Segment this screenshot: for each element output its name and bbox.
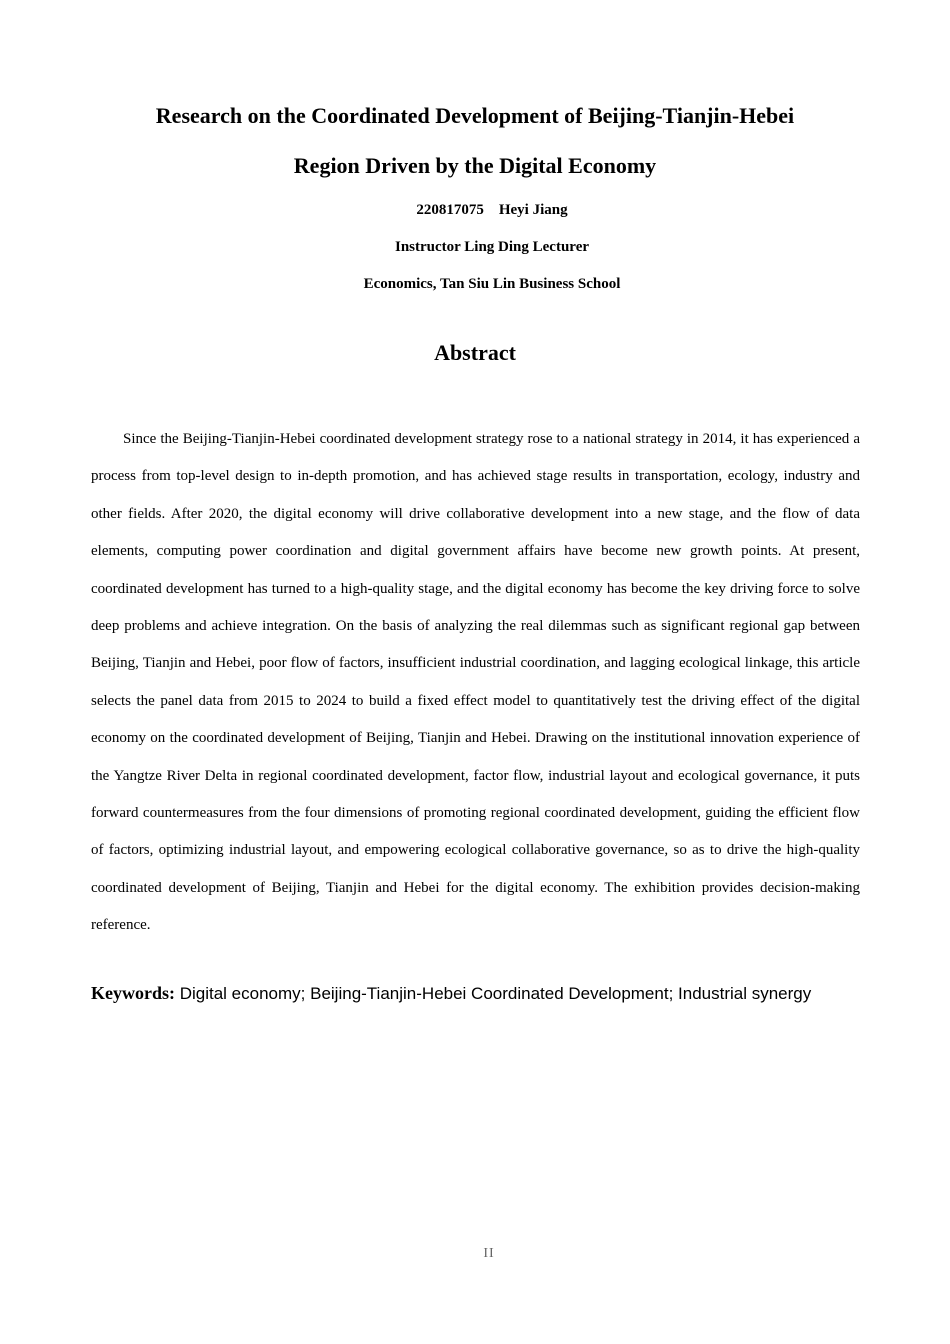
page-number: II [483,1246,495,1261]
student-id-and-name: 220817075 Heyi Jiang [416,202,568,218]
keywords-text: Digital economy; Beijing-Tianjin-Hebei Coordinated Development; Industrial synergy [175,984,812,1003]
keywords-line [91,982,881,1005]
keywords-label: Keywords: [91,983,175,1003]
affiliation-line: Economics, Tan Siu Lin Business School [363,276,621,292]
paper-title-line-1: Research on the Coordinated Development of Beijing-Tianjin-Hebei [155,103,795,128]
paper-title-line-2: Region Driven by the Digital Economy [293,153,657,178]
abstract-body: Since the Beijing-Tianjin-Hebei coordinated development strategy rose to a national strategy in 2014, it has experienced a process from top-level design to in-depth promotion, and has achieved stage results in transportation, ecology, industry and other fields. After 2020, the digital economy will drive collaborative development into a new stage, and the flow of data elements, computing power coordination and digital government affairs have become new growth points. At present, coordinated development has turned to a high-quality stage, and the digital economy has become the key driving force to solve deep problems and achieve integration. On the basis of analyzing the real dilemmas such as significant regional gap between Beijing, Tianjin and Hebei, poor flow of factors, insufficient industrial coordination, and lagging ecological linkage, this article selects the panel data from 2015 to 2024 to build a fixed effect model to quantitatively test the driving effect of the digital economy on the coordinated development of Beijing, Tianjin and Hebei. Drawing on the institutional innovation experience of the Yangtze River Delta in regional coordinated development, factor flow, industrial layout and ecological governance, it puts forward countermeasures from the four dimensions of promoting regional coordinated development, guiding the efficient flow of factors, optimizing industrial layout, and empowering ecological collaborative governance, so as to drive the high-quality coordinated development of Beijing, Tianjin and Hebei for the digital economy. The exhibition provides decision-making reference. [91,431,860,934]
instructor-line: Instructor Ling Ding Lecturer [394,239,590,255]
abstract-heading: Abstract [434,340,516,365]
